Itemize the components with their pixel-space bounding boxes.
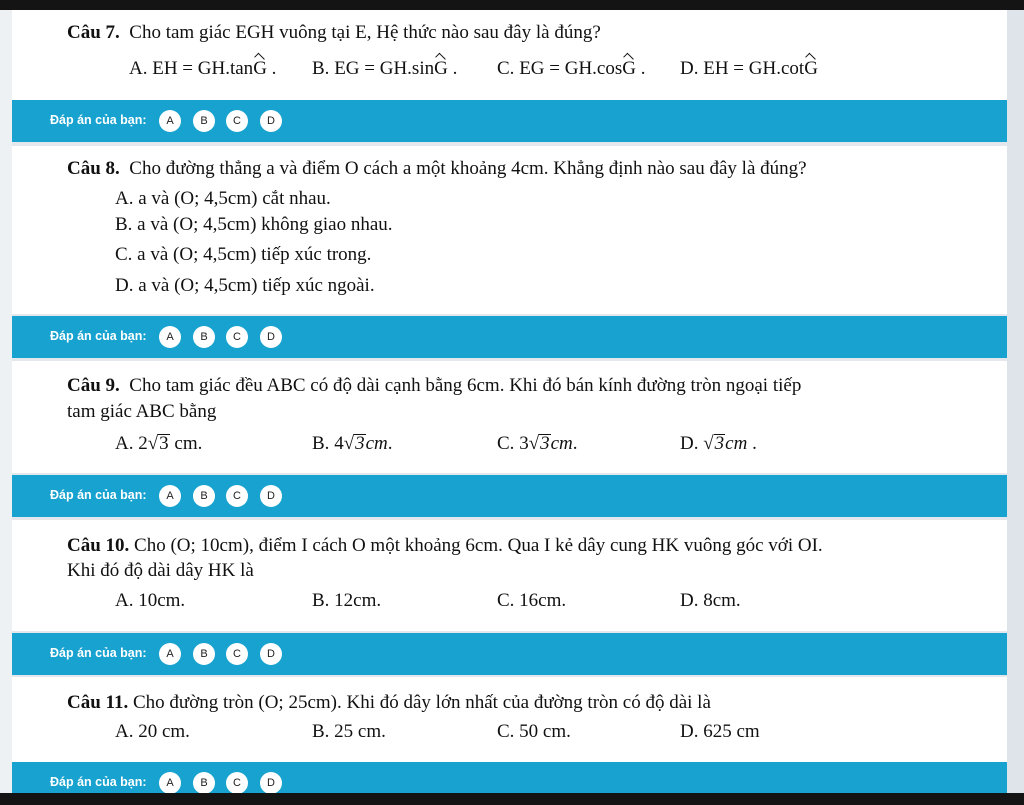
answer-option-d[interactable]: D bbox=[260, 485, 282, 507]
answer-bar-q9 bbox=[12, 475, 1007, 517]
answer-label: Đáp án của bạn: bbox=[50, 329, 147, 343]
answer-bar-q11 bbox=[12, 762, 1007, 793]
bottom-bar bbox=[0, 793, 1024, 805]
answer-option-c[interactable]: C bbox=[226, 326, 248, 348]
question-9-panel bbox=[12, 361, 1007, 473]
q9-option-a: A. 2√3 cm. bbox=[115, 433, 203, 454]
q8-option-a: A. a và (O; 4,5cm) cắt nhau. bbox=[115, 188, 331, 209]
q11-option-c: C. 50 cm. bbox=[497, 721, 571, 742]
question-7-text: Câu 7. Cho tam giác EGH vuông tại E, Hệ thức nào sau đây là đúng? bbox=[67, 22, 601, 43]
question-7-panel bbox=[12, 10, 1007, 100]
answer-option-c[interactable]: C bbox=[226, 485, 248, 507]
answer-option-d[interactable]: D bbox=[260, 326, 282, 348]
question-8-panel bbox=[12, 146, 1007, 314]
q8-option-b: B. a và (O; 4,5cm) không giao nhau. bbox=[115, 214, 393, 235]
answer-option-a[interactable]: A bbox=[159, 643, 181, 665]
q10-option-a: A. 10cm. bbox=[115, 590, 186, 611]
q9-option-d: D. √3cm . bbox=[680, 433, 757, 454]
question-9-text-line2: tam giác ABC bằng bbox=[67, 401, 217, 422]
answer-label: Đáp án của bạn: bbox=[50, 775, 147, 789]
question-10-text-line2: Khi đó độ dài dây HK là bbox=[67, 560, 254, 581]
q9-option-b: B. 4√3cm. bbox=[312, 433, 393, 454]
answer-option-a[interactable]: A bbox=[159, 110, 181, 132]
answer-bar-q10 bbox=[12, 633, 1007, 675]
q11-option-b: B. 25 cm. bbox=[312, 721, 386, 742]
q10-option-d: D. 8cm. bbox=[680, 590, 741, 611]
answer-bar-q8 bbox=[12, 316, 1007, 358]
right-margin bbox=[1007, 10, 1024, 793]
q8-option-c: C. a và (O; 4,5cm) tiếp xúc trong. bbox=[115, 244, 372, 265]
answer-option-a[interactable]: A bbox=[159, 485, 181, 507]
q10-option-b: B. 12cm. bbox=[312, 590, 382, 611]
answer-label: Đáp án của bạn: bbox=[50, 488, 147, 502]
left-margin bbox=[0, 10, 12, 793]
answer-option-c[interactable]: C bbox=[226, 643, 248, 665]
answer-option-d[interactable]: D bbox=[260, 772, 282, 793]
q7-option-a: A. EH = GH.tanG . bbox=[129, 58, 277, 79]
q9-option-c: C. 3√3cm. bbox=[497, 433, 578, 454]
answer-option-a[interactable]: A bbox=[159, 772, 181, 793]
answer-bar-q7 bbox=[12, 100, 1007, 142]
question-10-text: Câu 10. Cho (O; 10cm), điểm I cách O một khoảng 6cm. Qua I kẻ dây cung HK vuông góc với OI. bbox=[67, 535, 823, 556]
question-8-text: Câu 8. Cho đường thẳng a và điểm O cách a một khoảng 4cm. Khẳng định nào sau đây là đúng? bbox=[67, 158, 807, 179]
q7-option-d: D. EH = GH.cotG bbox=[680, 58, 818, 79]
answer-label: Đáp án của bạn: bbox=[50, 646, 147, 660]
answer-option-b[interactable]: B bbox=[193, 772, 215, 793]
question-11-text: Câu 11. Cho đường tròn (O; 25cm). Khi đó dây lớn nhất của đường tròn có độ dài là bbox=[67, 692, 711, 713]
answer-option-b[interactable]: B bbox=[193, 485, 215, 507]
answer-option-d[interactable]: D bbox=[260, 643, 282, 665]
q10-option-c: C. 16cm. bbox=[497, 590, 567, 611]
answer-option-c[interactable]: C bbox=[226, 772, 248, 793]
question-11-panel bbox=[12, 677, 1007, 762]
q8-option-d: D. a và (O; 4,5cm) tiếp xúc ngoài. bbox=[115, 275, 375, 296]
question-9-text: Câu 9. Cho tam giác đều ABC có độ dài cạnh bằng 6cm. Khi đó bán kính đường tròn ngoại tiếp bbox=[67, 375, 802, 396]
q11-option-a: A. 20 cm. bbox=[115, 721, 190, 742]
answer-option-b[interactable]: B bbox=[193, 326, 215, 348]
answer-option-a[interactable]: A bbox=[159, 326, 181, 348]
answer-option-d[interactable]: D bbox=[260, 110, 282, 132]
answer-option-b[interactable]: B bbox=[193, 643, 215, 665]
q11-option-d: D. 625 cm bbox=[680, 721, 760, 742]
answer-option-c[interactable]: C bbox=[226, 110, 248, 132]
q7-option-b: B. EG = GH.sinG . bbox=[312, 58, 458, 79]
q7-option-c: C. EG = GH.cosG . bbox=[497, 58, 646, 79]
question-10-panel bbox=[12, 520, 1007, 631]
answer-option-b[interactable]: B bbox=[193, 110, 215, 132]
answer-label: Đáp án của bạn: bbox=[50, 113, 147, 127]
top-bar bbox=[0, 0, 1024, 10]
